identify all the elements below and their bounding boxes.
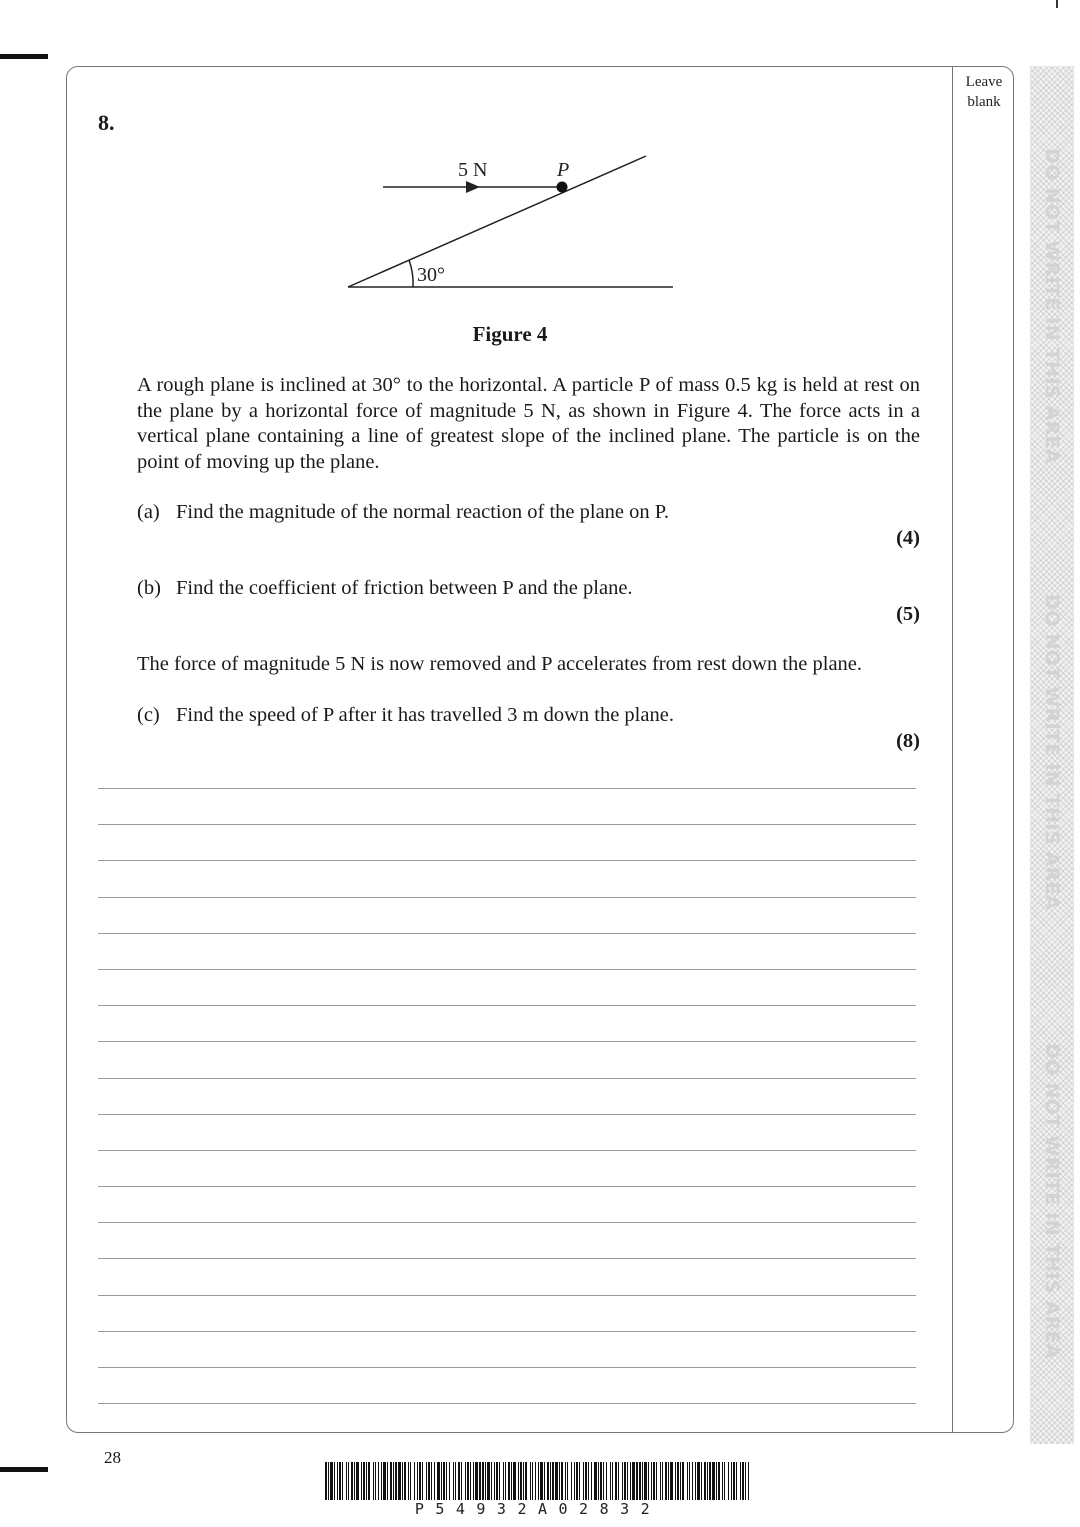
barcode-bar (325, 1462, 327, 1500)
barcode-bar (559, 1462, 560, 1500)
answer-lines[interactable] (98, 788, 916, 1439)
barcode-bar (511, 1462, 512, 1500)
barcode-bar (414, 1462, 415, 1500)
barcode-bar (574, 1462, 575, 1500)
barcode-bar (518, 1462, 519, 1500)
part-b-label: (b) (137, 577, 161, 599)
registration-mark-bottom (0, 1467, 48, 1472)
registration-mark-top (0, 54, 48, 59)
barcode-bar (567, 1462, 568, 1500)
barcode-bar (375, 1462, 376, 1500)
barcode-bar (461, 1462, 462, 1500)
part-c-text: Find the speed of P after it has travelled 3 m down the plane. (176, 704, 674, 726)
barcode-bar (745, 1462, 746, 1500)
barcode-bar (404, 1462, 406, 1500)
barcode-bar (687, 1462, 688, 1500)
barcode-bar (373, 1462, 374, 1500)
barcode-bar (351, 1462, 353, 1500)
barcode-bar (598, 1462, 599, 1500)
intro-line: A rough plane is inclined at 30° to the horizontal. A particle P of mass 0.5 kg is held at rest (137, 374, 894, 396)
part-c-label: (c) (137, 704, 160, 726)
barcode-bar (636, 1462, 638, 1500)
barcode-bar (724, 1462, 725, 1500)
barcode-bar (402, 1462, 403, 1500)
barcode-bar (428, 1462, 430, 1500)
barcode-bar (624, 1462, 626, 1500)
barcode-bar (644, 1462, 647, 1500)
barcode-bar (665, 1462, 667, 1500)
barcode-bar (606, 1462, 607, 1500)
barcode-bar (731, 1462, 732, 1500)
answer-line[interactable] (98, 933, 916, 934)
question-number: 8. (98, 110, 115, 135)
barcode-bar (540, 1462, 543, 1500)
barcode-bar (485, 1462, 486, 1500)
barcode-bar (610, 1462, 611, 1500)
answer-line[interactable] (98, 1078, 916, 1079)
inclined-plane-line (348, 156, 646, 287)
barcode-bar (579, 1462, 580, 1500)
barcode-bar (662, 1462, 663, 1500)
barcode-bar (689, 1462, 690, 1500)
barcode-bar (656, 1462, 657, 1500)
leave-blank-divider (952, 67, 953, 1432)
barcode-bar (378, 1462, 379, 1500)
barcode-bar (455, 1462, 456, 1500)
barcode-bar (496, 1462, 498, 1500)
barcode-bar (642, 1462, 643, 1500)
intro-line: on the plane by a horizontal force of magnitude 5 N, as shown in Figure 4. The force acts (137, 374, 920, 422)
barcode-bar (467, 1462, 469, 1500)
barcode-bar (594, 1462, 597, 1500)
barcode-bar (716, 1462, 717, 1500)
barcode-bar (437, 1462, 440, 1500)
barcode-bar (651, 1462, 652, 1500)
barcode-bar (334, 1462, 335, 1500)
barcode-bar (740, 1462, 741, 1500)
barcode-bar (520, 1462, 522, 1500)
barcode-bar (701, 1462, 702, 1500)
answer-line[interactable] (98, 1150, 916, 1151)
angle-arc (409, 260, 413, 287)
barcode-bar (342, 1462, 343, 1500)
barcode-bar (422, 1462, 423, 1500)
barcode-bar (712, 1462, 715, 1500)
barcode-bar (565, 1462, 566, 1500)
barcode-bar (346, 1462, 347, 1500)
barcode-bar (434, 1462, 435, 1500)
barcode-bar (387, 1462, 388, 1500)
barcode-bar (660, 1462, 661, 1500)
barcode-bar (390, 1462, 392, 1500)
leave-blank-line2: blank (967, 94, 1001, 110)
question-intro (137, 373, 920, 476)
barcode-bar (513, 1462, 516, 1500)
answer-line[interactable] (98, 788, 916, 789)
answer-line[interactable] (98, 969, 916, 970)
barcode-bar (499, 1462, 500, 1500)
barcode-bar (668, 1462, 669, 1500)
answer-line[interactable] (98, 1367, 916, 1368)
registration-mark-corner (1056, 0, 1058, 8)
barcode-bar (330, 1462, 333, 1500)
barcode-bar (417, 1462, 418, 1500)
force-arrowhead-icon (466, 181, 480, 193)
barcode-bar (408, 1462, 409, 1500)
barcode-bar (363, 1462, 365, 1500)
barcode-icon (325, 1462, 751, 1500)
barcode-bar (547, 1462, 549, 1500)
barcode-bar (707, 1462, 708, 1500)
barcode-bar (576, 1462, 578, 1500)
barcode-bar (639, 1462, 641, 1500)
do-not-write-notice-1: DO NOT WRITE IN THIS AREA (1041, 148, 1063, 464)
barcode-text: P54932A02832 (414, 1500, 662, 1518)
barcode-bar (494, 1462, 495, 1500)
barcode-bar (393, 1462, 394, 1500)
barcode-bar (470, 1462, 471, 1500)
barcode-bar (588, 1462, 589, 1500)
intro-line: in a vertical plane containing a line of greatest slope of the inclined plane. The particle is (137, 399, 921, 448)
do-not-write-notice-3: DO NOT WRITE IN THIS AREA (1041, 1043, 1063, 1359)
barcode-bar (446, 1462, 447, 1500)
answer-line[interactable] (98, 1331, 916, 1332)
answer-line[interactable] (98, 1295, 916, 1296)
angle-label: 30° (417, 264, 445, 286)
barcode-bar (328, 1462, 329, 1500)
leave-blank-line1: Leave (965, 74, 1003, 90)
barcode-bar (381, 1462, 382, 1500)
barcode-bar (525, 1462, 527, 1500)
answer-line[interactable] (98, 1403, 916, 1404)
barcode-bar (487, 1462, 490, 1500)
barcode-bar (453, 1462, 454, 1500)
barcode-bar (615, 1462, 617, 1500)
barcode-bar (697, 1462, 700, 1500)
barcode-bar (722, 1462, 723, 1500)
barcode-bar (473, 1462, 474, 1500)
barcode-bar (419, 1462, 421, 1500)
barcode-bar (682, 1462, 684, 1500)
question-statement: The force of magnitude 5 N is now removed and P accelerates from rest down the plane. (137, 653, 863, 675)
part-a-marks: (4) (896, 527, 920, 549)
barcode-bar (426, 1462, 427, 1500)
barcode-bar (443, 1462, 445, 1500)
barcode-bar (508, 1462, 510, 1500)
force-label: 5 N (458, 159, 488, 181)
part-c (137, 704, 674, 727)
barcode-bar (677, 1462, 679, 1500)
barcode-bar (482, 1462, 484, 1500)
barcode-bar (733, 1462, 735, 1500)
barcode-bar (544, 1462, 545, 1500)
barcode-bar (718, 1462, 720, 1500)
answer-line[interactable] (98, 1041, 916, 1042)
barcode-bar (530, 1462, 531, 1500)
barcode-bar (449, 1462, 450, 1500)
barcode-bar (583, 1462, 584, 1500)
barcode-bar (431, 1462, 432, 1500)
barcode-bar (535, 1462, 536, 1500)
part-b-marks: (5) (896, 603, 920, 625)
barcode-bar (368, 1462, 370, 1500)
barcode-bar (465, 1462, 466, 1500)
page-number: 28 (104, 1448, 121, 1467)
do-not-write-notice-2: DO NOT WRITE IN THIS AREA (1041, 594, 1063, 910)
barcode-bar (561, 1462, 563, 1500)
barcode-bar (591, 1462, 592, 1500)
answer-line[interactable] (98, 1114, 916, 1115)
barcode-bar (361, 1462, 362, 1500)
answer-line[interactable] (98, 1258, 916, 1259)
particle-label: P (557, 159, 570, 181)
barcode-bar (458, 1462, 460, 1500)
barcode-bar (603, 1462, 604, 1500)
barcode-bar (600, 1462, 602, 1500)
leave-blank-label (954, 72, 1014, 112)
figure-caption: Figure 4 (472, 322, 548, 346)
barcode-bar (348, 1462, 349, 1500)
barcode-bar (398, 1462, 401, 1500)
barcode-bar (532, 1462, 533, 1500)
part-c-marks: (8) (896, 730, 920, 752)
barcode-bar (585, 1462, 587, 1500)
part-a-text: Find the magnitude of the normal reaction of the plane on P. (176, 501, 670, 523)
barcode-bar (354, 1462, 355, 1500)
barcode-bar (736, 1462, 737, 1500)
barcode-bar (552, 1462, 554, 1500)
barcode-bar (505, 1462, 506, 1500)
intro-line: on the point of moving up the plane. (137, 425, 921, 474)
barcode-bar (670, 1462, 673, 1500)
barcode-bar (618, 1462, 619, 1500)
part-a (137, 501, 669, 524)
barcode-bar (695, 1462, 696, 1500)
answer-line[interactable] (98, 1005, 916, 1006)
barcode-bar (503, 1462, 504, 1500)
barcode-bar (653, 1462, 655, 1500)
part-a-label: (a) (137, 501, 160, 523)
barcode-bar (692, 1462, 693, 1500)
barcode-bar (491, 1462, 492, 1500)
barcode-bar (410, 1462, 411, 1500)
answer-line[interactable] (98, 860, 916, 861)
figure-4-diagram (330, 145, 690, 295)
barcode-bar (632, 1462, 635, 1500)
answer-line[interactable] (98, 824, 916, 825)
barcode-bar (748, 1462, 749, 1500)
part-b-text: Find the coefficient of friction between P and the plane. (176, 577, 633, 599)
barcode-bar (704, 1462, 706, 1500)
barcode-bar (612, 1462, 613, 1500)
barcode-bar (538, 1462, 539, 1500)
barcode-bar (571, 1462, 572, 1500)
barcode-bar (675, 1462, 676, 1500)
barcode-bar (627, 1462, 628, 1500)
answer-line[interactable] (98, 897, 916, 898)
barcode-bar (395, 1462, 397, 1500)
barcode-bar (441, 1462, 442, 1500)
barcode-bar (680, 1462, 681, 1500)
barcode-bar (622, 1462, 623, 1500)
barcode-bar (550, 1462, 551, 1500)
barcode-bar (475, 1462, 478, 1500)
part-b (137, 577, 633, 600)
barcode-bar (742, 1462, 744, 1500)
barcode-bar (630, 1462, 631, 1500)
barcode-bar (383, 1462, 386, 1500)
barcode-bar (648, 1462, 649, 1500)
barcode-bar (709, 1462, 711, 1500)
barcode-bar (356, 1462, 359, 1500)
barcode-bar (339, 1462, 341, 1500)
answer-line[interactable] (98, 1222, 916, 1223)
barcode-bar (366, 1462, 367, 1500)
barcode-bar (337, 1462, 338, 1500)
particle-dot (557, 182, 568, 193)
barcode-bar (728, 1462, 729, 1500)
barcode-bar (479, 1462, 481, 1500)
answer-line[interactable] (98, 1186, 916, 1187)
barcode-bar (555, 1462, 558, 1500)
barcode-bar (523, 1462, 524, 1500)
